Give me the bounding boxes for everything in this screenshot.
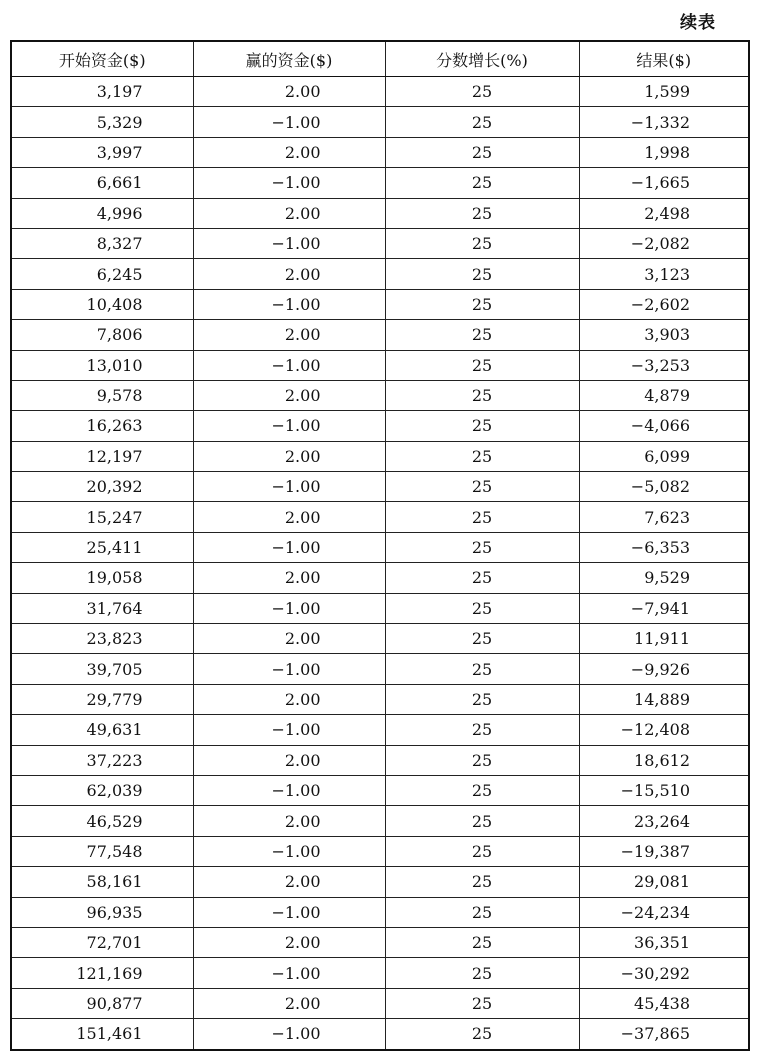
result-cell: −9,926: [579, 654, 749, 684]
table-row: [11, 958, 749, 988]
fraction-growth-cell: 25: [385, 259, 579, 289]
winnings-cell: −1.00: [193, 107, 385, 137]
fraction-growth-cell: 25: [385, 867, 579, 897]
fraction-growth-cell: 25: [385, 411, 579, 441]
result-cell: −2,602: [579, 289, 749, 319]
header-result: 结果($): [579, 41, 749, 77]
result-cell: −3,253: [579, 350, 749, 380]
winnings-cell: −1.00: [193, 775, 385, 805]
table-row: [11, 836, 749, 866]
winnings-cell: −1.00: [193, 715, 385, 745]
table-header: [11, 41, 749, 77]
table-body: [11, 77, 749, 1050]
starting-capital-cell: 12,197: [11, 441, 193, 471]
result-cell: −30,292: [579, 958, 749, 988]
fraction-growth-cell: 25: [385, 897, 579, 927]
starting-capital-cell: 31,764: [11, 593, 193, 623]
fraction-growth-cell: 25: [385, 320, 579, 350]
winnings-cell: 2.00: [193, 867, 385, 897]
table-row: [11, 77, 749, 107]
winnings-cell: 2.00: [193, 441, 385, 471]
fraction-growth-cell: 25: [385, 988, 579, 1018]
result-cell: −7,941: [579, 593, 749, 623]
winnings-cell: −1.00: [193, 1019, 385, 1050]
result-cell: −5,082: [579, 472, 749, 502]
fraction-growth-cell: 25: [385, 168, 579, 198]
starting-capital-cell: 96,935: [11, 897, 193, 927]
fraction-growth-cell: 25: [385, 958, 579, 988]
table-row: [11, 684, 749, 714]
starting-capital-cell: 46,529: [11, 806, 193, 836]
table-row: [11, 168, 749, 198]
winnings-cell: −1.00: [193, 289, 385, 319]
winnings-cell: 2.00: [193, 137, 385, 167]
starting-capital-cell: 77,548: [11, 836, 193, 866]
fraction-growth-cell: 25: [385, 1019, 579, 1050]
table-row: [11, 897, 749, 927]
starting-capital-cell: 5,329: [11, 107, 193, 137]
winnings-cell: 2.00: [193, 684, 385, 714]
fraction-growth-cell: 25: [385, 593, 579, 623]
starting-capital-cell: 72,701: [11, 927, 193, 957]
result-cell: 7,623: [579, 502, 749, 532]
table-row: [11, 532, 749, 562]
result-cell: 6,099: [579, 441, 749, 471]
table-row: [11, 259, 749, 289]
starting-capital-cell: 7,806: [11, 320, 193, 350]
result-cell: −1,332: [579, 107, 749, 137]
winnings-cell: 2.00: [193, 988, 385, 1018]
starting-capital-cell: 23,823: [11, 624, 193, 654]
winnings-cell: −1.00: [193, 654, 385, 684]
starting-capital-cell: 19,058: [11, 563, 193, 593]
table-row: [11, 441, 749, 471]
fraction-growth-cell: 25: [385, 532, 579, 562]
result-cell: −37,865: [579, 1019, 749, 1050]
fraction-growth-cell: 25: [385, 927, 579, 957]
result-cell: 36,351: [579, 927, 749, 957]
starting-capital-cell: 15,247: [11, 502, 193, 532]
betting-results-table: [10, 40, 750, 1051]
winnings-cell: −1.00: [193, 411, 385, 441]
table-row: [11, 472, 749, 502]
table-row: [11, 350, 749, 380]
result-cell: 4,879: [579, 380, 749, 410]
starting-capital-cell: 37,223: [11, 745, 193, 775]
winnings-cell: −1.00: [193, 593, 385, 623]
starting-capital-cell: 62,039: [11, 775, 193, 805]
table-row: [11, 289, 749, 319]
result-cell: −6,353: [579, 532, 749, 562]
winnings-cell: −1.00: [193, 532, 385, 562]
result-cell: 1,599: [579, 77, 749, 107]
winnings-cell: −1.00: [193, 836, 385, 866]
result-cell: 3,123: [579, 259, 749, 289]
winnings-cell: 2.00: [193, 624, 385, 654]
starting-capital-cell: 25,411: [11, 532, 193, 562]
table-row: [11, 988, 749, 1018]
result-cell: 14,889: [579, 684, 749, 714]
winnings-cell: 2.00: [193, 927, 385, 957]
header-winnings: 赢的资金($): [193, 41, 385, 77]
fraction-growth-cell: 25: [385, 684, 579, 714]
fraction-growth-cell: 25: [385, 715, 579, 745]
winnings-cell: 2.00: [193, 502, 385, 532]
winnings-cell: 2.00: [193, 745, 385, 775]
table-row: [11, 198, 749, 228]
fraction-growth-cell: 25: [385, 472, 579, 502]
fraction-growth-cell: 25: [385, 836, 579, 866]
fraction-growth-cell: 25: [385, 441, 579, 471]
result-cell: 29,081: [579, 867, 749, 897]
winnings-cell: 2.00: [193, 320, 385, 350]
starting-capital-cell: 8,327: [11, 228, 193, 258]
result-cell: −19,387: [579, 836, 749, 866]
table-row: [11, 624, 749, 654]
result-cell: −15,510: [579, 775, 749, 805]
result-cell: 11,911: [579, 624, 749, 654]
table-row: [11, 380, 749, 410]
fraction-growth-cell: 25: [385, 350, 579, 380]
winnings-cell: −1.00: [193, 897, 385, 927]
starting-capital-cell: 39,705: [11, 654, 193, 684]
header-starting-capital: 开始资金($): [11, 41, 193, 77]
winnings-cell: 2.00: [193, 380, 385, 410]
fraction-growth-cell: 25: [385, 624, 579, 654]
fraction-growth-cell: 25: [385, 654, 579, 684]
fraction-growth-cell: 25: [385, 289, 579, 319]
starting-capital-cell: 6,661: [11, 168, 193, 198]
fraction-growth-cell: 25: [385, 563, 579, 593]
winnings-cell: −1.00: [193, 350, 385, 380]
table-row: [11, 654, 749, 684]
winnings-cell: 2.00: [193, 77, 385, 107]
result-cell: −24,234: [579, 897, 749, 927]
header-row: [11, 41, 749, 77]
result-cell: −1,665: [579, 168, 749, 198]
table-row: [11, 867, 749, 897]
result-cell: −12,408: [579, 715, 749, 745]
result-cell: −2,082: [579, 228, 749, 258]
table-row: [11, 137, 749, 167]
result-cell: 2,498: [579, 198, 749, 228]
continued-table-label: 续表: [680, 13, 716, 33]
fraction-growth-cell: 25: [385, 502, 579, 532]
result-cell: 3,903: [579, 320, 749, 350]
starting-capital-cell: 20,392: [11, 472, 193, 502]
header-fraction-growth: 分数增长(%): [385, 41, 579, 77]
starting-capital-cell: 4,996: [11, 198, 193, 228]
starting-capital-cell: 13,010: [11, 350, 193, 380]
table-row: [11, 563, 749, 593]
starting-capital-cell: 10,408: [11, 289, 193, 319]
table-row: [11, 228, 749, 258]
starting-capital-cell: 58,161: [11, 867, 193, 897]
starting-capital-cell: 16,263: [11, 411, 193, 441]
starting-capital-cell: 121,169: [11, 958, 193, 988]
result-cell: 9,529: [579, 563, 749, 593]
result-cell: 23,264: [579, 806, 749, 836]
table-row: [11, 320, 749, 350]
table-row: [11, 107, 749, 137]
starting-capital-cell: 29,779: [11, 684, 193, 714]
starting-capital-cell: 3,997: [11, 137, 193, 167]
table-row: [11, 775, 749, 805]
fraction-growth-cell: 25: [385, 137, 579, 167]
result-cell: 45,438: [579, 988, 749, 1018]
table-row: [11, 806, 749, 836]
winnings-cell: −1.00: [193, 168, 385, 198]
table-row: [11, 502, 749, 532]
fraction-growth-cell: 25: [385, 77, 579, 107]
table-row: [11, 1019, 749, 1050]
fraction-growth-cell: 25: [385, 107, 579, 137]
starting-capital-cell: 9,578: [11, 380, 193, 410]
fraction-growth-cell: 25: [385, 228, 579, 258]
fraction-growth-cell: 25: [385, 745, 579, 775]
winnings-cell: −1.00: [193, 472, 385, 502]
fraction-growth-cell: 25: [385, 775, 579, 805]
winnings-cell: 2.00: [193, 563, 385, 593]
starting-capital-cell: 3,197: [11, 77, 193, 107]
fraction-growth-cell: 25: [385, 198, 579, 228]
fraction-growth-cell: 25: [385, 380, 579, 410]
winnings-cell: −1.00: [193, 958, 385, 988]
table-row: [11, 927, 749, 957]
winnings-cell: 2.00: [193, 806, 385, 836]
starting-capital-cell: 90,877: [11, 988, 193, 1018]
table-row: [11, 411, 749, 441]
winnings-cell: 2.00: [193, 198, 385, 228]
result-cell: −4,066: [579, 411, 749, 441]
winnings-cell: −1.00: [193, 228, 385, 258]
result-cell: 18,612: [579, 745, 749, 775]
fraction-growth-cell: 25: [385, 806, 579, 836]
starting-capital-cell: 6,245: [11, 259, 193, 289]
result-cell: 1,998: [579, 137, 749, 167]
winnings-cell: 2.00: [193, 259, 385, 289]
table-row: [11, 593, 749, 623]
starting-capital-cell: 151,461: [11, 1019, 193, 1050]
table-row: [11, 745, 749, 775]
table-row: [11, 715, 749, 745]
starting-capital-cell: 49,631: [11, 715, 193, 745]
